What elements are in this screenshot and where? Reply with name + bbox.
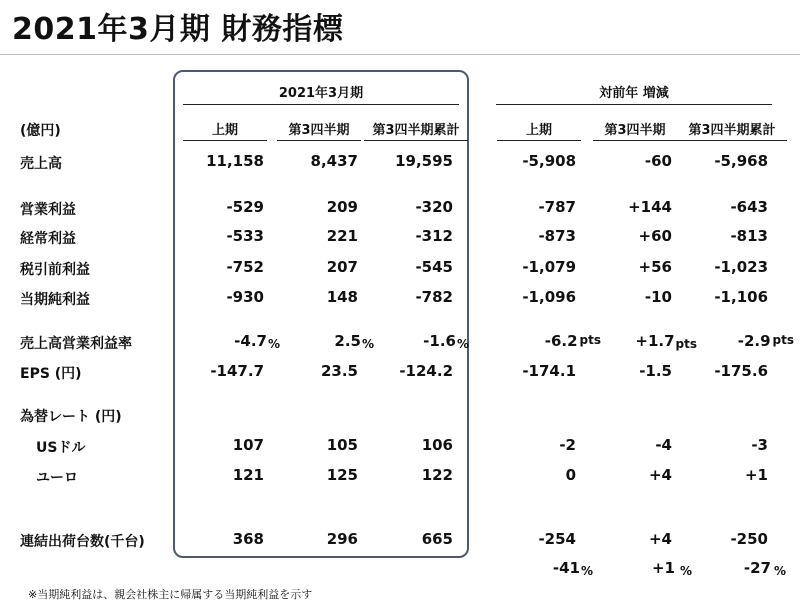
title-divider — [0, 54, 800, 55]
row-eur — [0, 466, 800, 488]
row-usd — [0, 436, 800, 458]
cell: -787 — [538, 198, 576, 216]
row-label: 連結出荷台数(千台) — [20, 534, 145, 550]
cell: -529 — [226, 198, 264, 216]
group-header-current: 2021年3月期 — [183, 82, 459, 105]
cell: -782 — [415, 288, 453, 306]
cell: 296 — [326, 530, 358, 548]
cell: 125 — [326, 466, 358, 484]
col-header-yoy-q3: 第3四半期 — [593, 119, 677, 141]
row-net-income — [0, 288, 800, 310]
cell: -4.7% — [234, 332, 280, 351]
row-shipments — [0, 530, 800, 552]
cell: 19,595 — [395, 152, 453, 170]
col-header-yoy-q3-cumulative: 第3四半期累計 — [677, 119, 787, 141]
row-pretax-income — [0, 258, 800, 280]
row-ordinary-income — [0, 227, 800, 249]
cell: +1 — [744, 466, 768, 484]
cell: -10 — [644, 288, 672, 306]
cell: 368 — [232, 530, 264, 548]
cell: 121 — [232, 466, 264, 484]
row-fx-header — [0, 405, 800, 427]
row-label: 税引前利益 — [20, 262, 90, 278]
cell: 665 — [421, 530, 453, 548]
cell: 207 — [326, 258, 358, 276]
row-shipments-pct — [0, 559, 800, 581]
cell: 105 — [326, 436, 358, 454]
cell: -752 — [226, 258, 264, 276]
cell: -533 — [226, 227, 264, 245]
cell: -175.6 — [714, 362, 768, 380]
row-label: 当期純利益 — [20, 292, 90, 308]
row-label: ユーロ — [36, 470, 78, 486]
cell: 122 — [421, 466, 453, 484]
row-label: 売上高 — [20, 156, 62, 172]
row-operating-income — [0, 198, 800, 220]
cell: -5,968 — [714, 152, 768, 170]
cell: -1.5 — [639, 362, 672, 380]
cell: +4 — [648, 466, 672, 484]
cell: -124.2 — [399, 362, 453, 380]
col-header-h1: 上期 — [183, 119, 267, 141]
cell: -254 — [538, 530, 576, 548]
cell: -2.9 pts — [737, 332, 794, 350]
cell: +56 — [638, 258, 672, 276]
cell: +1 % — [651, 559, 692, 578]
cell: +60 — [638, 227, 672, 245]
cell: -2 — [559, 436, 576, 454]
cell: 209 — [326, 198, 358, 216]
cell: -60 — [644, 152, 672, 170]
cell: 107 — [232, 436, 264, 454]
cell: -873 — [538, 227, 576, 245]
col-header-q3-cumulative: 第3四半期累計 — [364, 119, 468, 141]
cell: -174.1 — [522, 362, 576, 380]
cell: -1,096 — [522, 288, 576, 306]
cell: -545 — [415, 258, 453, 276]
cell: -1,023 — [714, 258, 768, 276]
cell: -41% — [552, 559, 593, 578]
row-eps — [0, 362, 800, 384]
cell: -250 — [730, 530, 768, 548]
cell: 0 — [565, 466, 576, 484]
cell: -5,908 — [522, 152, 576, 170]
row-label: EPS (円) — [20, 366, 82, 382]
cell: -1,079 — [522, 258, 576, 276]
cell: -813 — [730, 227, 768, 245]
row-label: 経常利益 — [20, 231, 76, 247]
row-label: 為替レート (円) — [20, 409, 122, 425]
cell: -1.6% — [423, 332, 469, 351]
cell: 23.5 — [320, 362, 358, 380]
row-operating-margin — [0, 332, 800, 354]
cell: -320 — [415, 198, 453, 216]
group-header-yoy: 対前年 増減 — [496, 82, 772, 105]
cell: 106 — [421, 436, 453, 454]
col-header-q3: 第3四半期 — [277, 119, 361, 141]
cell: 2.5% — [334, 332, 374, 351]
cell: -1,106 — [714, 288, 768, 306]
cell: -643 — [730, 198, 768, 216]
unit-label: (億円) — [20, 123, 61, 139]
cell: -147.7 — [210, 362, 264, 380]
cell: 11,158 — [206, 152, 264, 170]
col-header-yoy-h1: 上期 — [497, 119, 581, 141]
footnote: ※当期純利益は、親会社株主に帰属する当期純利益を示す — [28, 588, 313, 601]
row-label: 営業利益 — [20, 202, 76, 218]
row-sales — [0, 152, 800, 174]
cell: -6.2 pts — [544, 332, 601, 350]
cell: -312 — [415, 227, 453, 245]
row-label: USドル — [36, 440, 86, 456]
cell: -3 — [751, 436, 768, 454]
row-label: 売上高営業利益率 — [20, 336, 132, 352]
cell: +4 — [648, 530, 672, 548]
cell: -930 — [226, 288, 264, 306]
page-title: 2021年3月期 財務指標 — [12, 12, 344, 47]
cell: +1.7pts — [635, 332, 697, 351]
cell: +144 — [628, 198, 672, 216]
cell: 8,437 — [310, 152, 358, 170]
cell: 148 — [326, 288, 358, 306]
cell: -27 % — [743, 559, 786, 578]
cell: 221 — [326, 227, 358, 245]
cell: -4 — [655, 436, 672, 454]
